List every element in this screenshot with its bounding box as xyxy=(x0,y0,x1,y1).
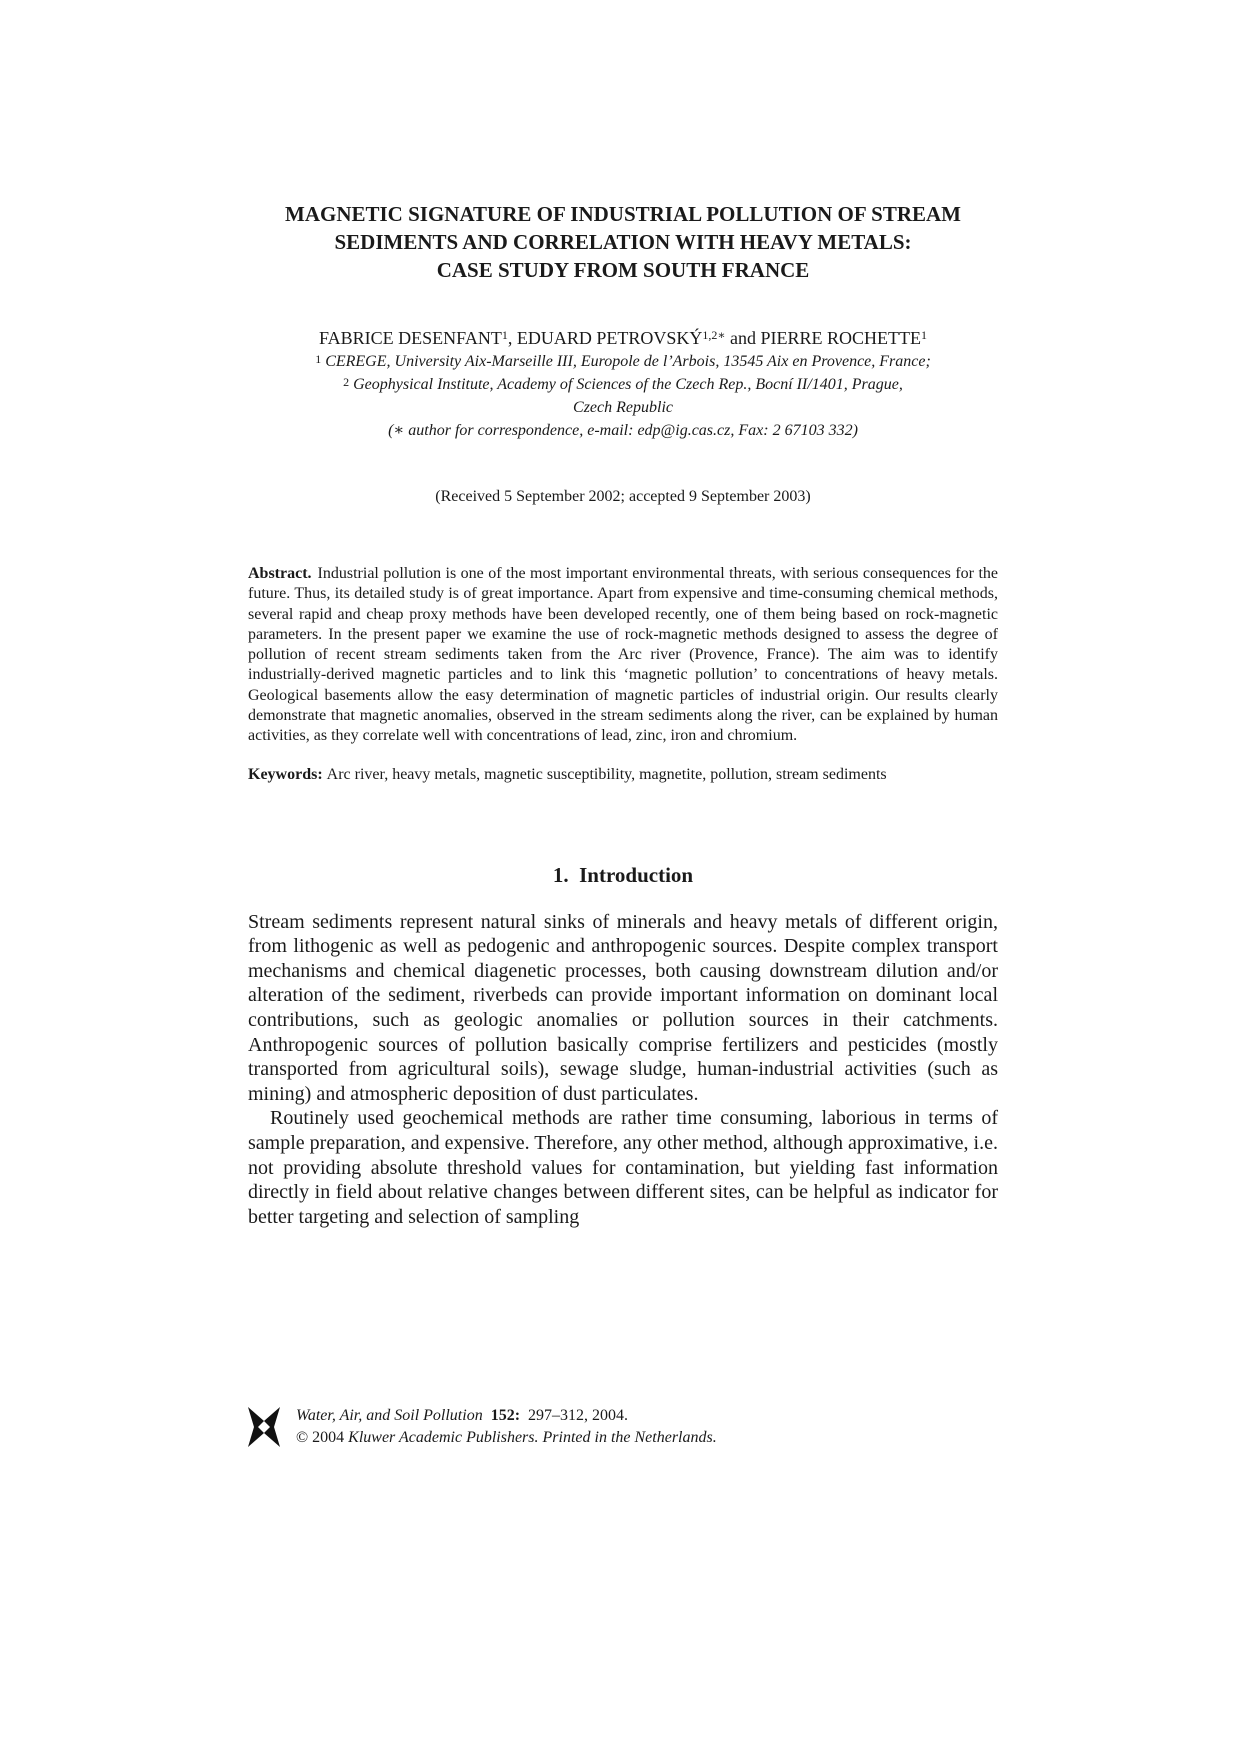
keywords-label: Keywords: xyxy=(248,765,323,783)
publisher-text: Kluwer Academic Publishers. Printed in the Netherlands. xyxy=(348,1429,717,1446)
abstract xyxy=(248,564,998,747)
author-separator: and xyxy=(725,328,761,348)
affiliation-2 xyxy=(248,373,998,396)
received-dates: (Received 5 September 2002; accepted 9 September 2003) xyxy=(435,488,811,505)
journal-volume: 152: xyxy=(490,1407,521,1424)
affiliations xyxy=(248,350,998,442)
body-text xyxy=(248,910,998,1230)
author-name: FABRICE DESENFANT xyxy=(318,328,502,348)
abstract-label: Abstract. xyxy=(248,565,312,582)
author-superscript: 1,2∗ xyxy=(702,328,726,342)
title-line: MAGNETIC SIGNATURE OF INDUSTRIAL POLLUTION OF STREAM xyxy=(285,202,961,226)
title-line: SEDIMENTS AND CORRELATION WITH HEAVY METALS: xyxy=(334,230,912,254)
paragraph: Stream sediments represent natural sinks of minerals and heavy metals of different origin, from lithogenic as well as pedogenic and anthropogenic sources. Despite complex transport mechanisms and chemical diagenetic processes, both causing downstream dilution and/or alteration of the sediment, riverbeds can provide important information on dominant local contributions, such as geologic anomalies or pollution sources in their catchments. Anthropogenic sources of pollution basically comprise fertilizers and pesticides (mostly transported from agricultural soils), sewage sludge, human-industrial activities (such as mining) and atmospheric deposition of dust particulates. xyxy=(248,910,998,1105)
author-list xyxy=(248,326,998,350)
correspondence-note: (∗ author for correspondence, e-mail: edp@ig.cas.cz, Fax: 2 67103 332) xyxy=(388,422,858,439)
journal-pages: 297–312, 2004. xyxy=(528,1407,629,1424)
article-page xyxy=(248,200,998,1229)
copyright-line xyxy=(296,1427,717,1449)
journal-name: Water, Air, and Soil Pollution xyxy=(296,1407,483,1424)
citation-line xyxy=(296,1405,717,1427)
section-heading xyxy=(248,863,998,888)
footer-text xyxy=(296,1405,717,1449)
article-title xyxy=(248,200,998,284)
affiliation-1 xyxy=(248,350,998,373)
copyright-year: © 2004 xyxy=(296,1429,345,1446)
author-name: EDUARD PETROVSKÝ xyxy=(516,328,703,348)
affiliation-2-continued: Czech Republic xyxy=(573,399,673,416)
author-name: PIERRE ROCHETTE xyxy=(760,328,922,348)
keywords-text: Arc river, heavy metals, magnetic susceptibility, magnetite, pollution, stream sediments xyxy=(326,765,887,783)
affiliation-text: Geophysical Institute, Academy of Sciences of the Czech Rep., Bocní II/1401, Prague, xyxy=(353,376,903,393)
paragraph: Routinely used geochemical methods are rather time consuming, laborious in terms of sample preparation, and expensive. Therefore, any other method, although approximative, i.e. not providing absolute threshold values for contamination, but yielding fast information directly in field about relative changes between different sites, can be helpful as indicator for better targeting and selection of sampling xyxy=(248,1107,998,1228)
section-number: 1. xyxy=(552,862,569,887)
author-separator: , xyxy=(507,328,517,348)
title-line: CASE STUDY FROM SOUTH FRANCE xyxy=(436,258,810,282)
affiliation-superscript: 2 xyxy=(343,375,350,389)
abstract-text: Industrial pollution is one of the most important environmental threats, with serious consequences for the future. Thus, its detailed study is of great importance. Apart from expensive and time-consuming chemical methods, several rapid and cheap proxy methods have been developed recently, one of them being based on rock-magnetic parameters. In the present paper we examine the use of rock-magnetic methods designed to assess the degree of pollution of recent stream sediments taken from the Arc river (Provence, France). The aim was to identify industrially-derived magnetic particles and to link this ‘magnetic pollution’ to concentrations of heavy metals. Geological basements allow the easy determination of magnetic particles of industrial origin. Our results clearly demonstrate that magnetic anomalies, observed in the stream sediments along the river, can be explained by human activities, as they correlate well with concentrations of lead, zinc, iron and chromium. xyxy=(248,565,998,745)
keywords xyxy=(248,765,998,785)
author-superscript: 1 xyxy=(921,328,928,342)
author-superscript: 1 xyxy=(501,328,508,342)
affiliation-superscript: 1 xyxy=(315,352,322,366)
journal-footer xyxy=(248,1405,848,1453)
section-title: Introduction xyxy=(579,862,694,887)
kluwer-logo-icon xyxy=(248,1407,280,1447)
affiliation-text: CEREGE, University Aix-Marseille III, Europole de l’Arbois, 13545 Aix en Provence, France; xyxy=(325,353,931,370)
